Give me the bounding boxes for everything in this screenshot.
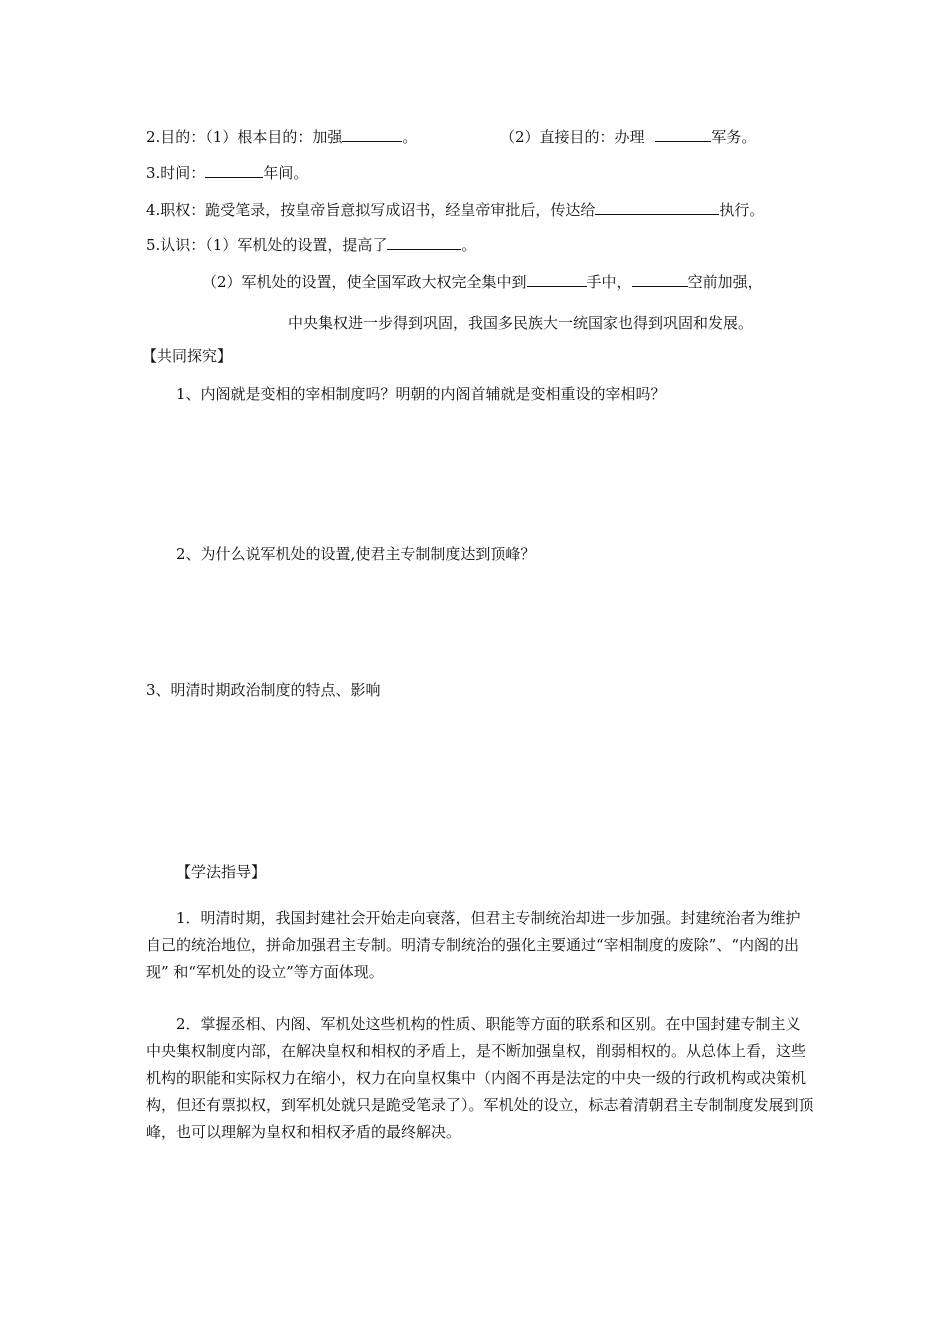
time-end: 年间。 (263, 164, 309, 182)
direct-purpose (500, 127, 756, 147)
fill-blank[interactable] (205, 163, 263, 178)
inquiry-question-2: 2、为什么说军机处的设置,使君主专制制度达到顶峰？ (176, 545, 536, 563)
duty-label: 4.职权：跪受笔录，按皇帝旨意拟写成诏书，经皇帝审批后，传达给 (146, 201, 596, 219)
guidance-heading: 【学法指导】 (176, 863, 267, 881)
understanding-line-3: 中央集权进一步得到巩固，我国多民族大一统国家也得到巩固和发展。 (288, 314, 754, 332)
duty-end: 执行。 (719, 201, 765, 219)
understanding-line-2 (202, 272, 763, 292)
inquiry-heading: 【共同探究】 (142, 347, 233, 365)
fill-blank[interactable] (655, 127, 711, 142)
fill-blank[interactable] (595, 200, 719, 215)
purpose-end: 。 (402, 128, 418, 146)
fill-blank[interactable] (632, 272, 688, 287)
purpose-line (146, 127, 417, 147)
time-label: 3.时间： (146, 164, 206, 182)
understanding-2b: 手中， (586, 273, 632, 291)
guidance-paragraph-2 (146, 1011, 814, 1146)
guidance-paragraph-1-text: 1．明清时期，我国封建社会开始走向衰落，但君主专制统治却进一步加强。封建统治者为维护自己的统治地位，拼命加强君主专制。明清专制统治的强化主要通过“宰相制度的废除”、“内阁的出现” 和“军机处的设立”等方面体现。 (146, 909, 801, 981)
understanding-line-1 (146, 235, 476, 255)
understanding-2c: 空前加强， (687, 273, 763, 291)
fill-blank[interactable] (527, 272, 587, 287)
fill-blank[interactable] (342, 127, 402, 142)
purpose-label: 2.目的：（1）根本目的：加强 (146, 128, 343, 146)
direct-purpose-end: 军务。 (711, 128, 757, 146)
understanding-end: 。 (461, 236, 477, 254)
inquiry-question-3: 3、明清时期政治制度的特点、影响 (146, 681, 381, 699)
understanding-label: 5.认识：（1）军机处的设置，提高了 (146, 236, 388, 254)
time-line (146, 163, 308, 183)
guidance-paragraph-2-text: 2．掌握丞相、内阁、军机处这些机构的性质、职能等方面的联系和区别。在中国封建专制主义中央集权制度内部，在解决皇权和相权的矛盾上，是不断加强皇权，削弱相权的。从总体上看，这些机构的职能和实际权力在缩小，权力在向皇权集中（内阁不再是法定的中央一级的行政机构或决策机构，但还有票拟权，到军机处就只是跪受笔录了）。军机处的设立，标志着清朝君主专制制度发展到顶峰，也可以理解为皇权和相权矛盾的最终解决。 (146, 1015, 814, 1141)
guidance-paragraph-1 (146, 905, 814, 986)
understanding-2a: （2）军机处的设置，使全国军政大权完全集中到 (202, 273, 527, 291)
fill-blank[interactable] (387, 235, 461, 250)
direct-purpose-label: （2）直接目的：办理 (500, 128, 645, 146)
inquiry-question-1: 1、内阁就是变相的宰相制度吗？明朝的内阁首辅就是变相重设的宰相吗？ (176, 385, 666, 403)
duty-line (146, 200, 764, 220)
